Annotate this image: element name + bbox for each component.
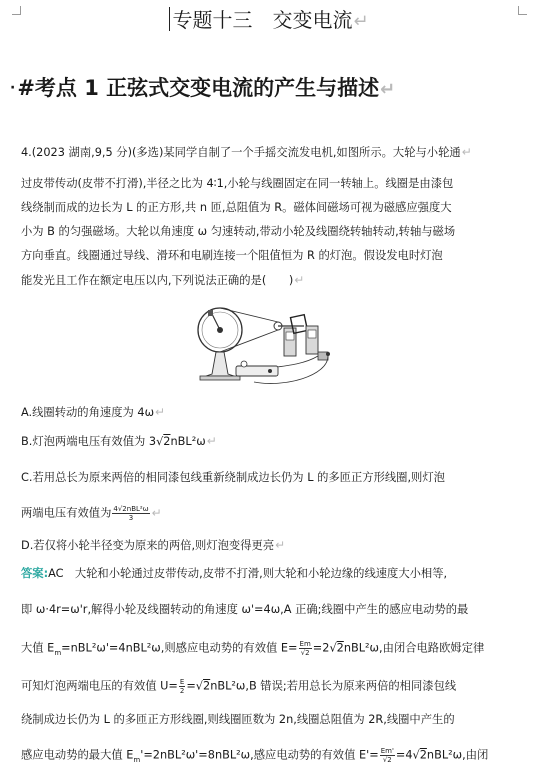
paragraph-mark-icon: ↵ [353, 11, 369, 32]
sqrt-symbol: √ [195, 679, 203, 693]
answer-line: 答案:AC 大轮和小轮通过皮带传动,皮带不打滑,则大轮和小轮边缘的线速度大小相等, [21, 567, 448, 580]
option-a: A.线圈转动的角速度为 4ω↵ [21, 405, 166, 419]
problem-line: 线绕制而成的边长为 L 的正方形,共 n 匝,总阻值为 R。磁体间磁场可视为磁感应强度大 [21, 201, 452, 214]
paragraph-mark-icon: ↵ [155, 405, 166, 419]
answer-line: 大值 $E_m=nBL^2\omega'=4nBL^2\omega$,则感应电动势的有效值 E= $\frac{Em}{√2}$ =2√2nBL²ω,由闭合电路欧姆定律 [21, 640, 485, 657]
problem-line: 小为 B 的匀强磁场。大轮以角速度 ω 匀速转动,带动小轮及线圈绕转轴转动,转轴与磁场 [21, 225, 456, 238]
problem-line: 过皮带传动(皮带不打滑),半径之比为 4∶1,小轮与线圈固定在同一转轴上。线圈是由漆包 [21, 177, 454, 190]
text-cursor [169, 7, 170, 31]
page-title: 专题十三 交变电流↵ [0, 4, 538, 33]
option-c-cont: 两端电压有效值为 $\frac{\text{4√2nBL²ω}}{3}$ ↵ [21, 505, 162, 522]
answer-label: 答案: [21, 567, 49, 580]
paragraph-mark-icon: ↵ [380, 79, 396, 100]
paragraph-mark-icon: ↵ [275, 538, 286, 552]
option-d: D.若仅将小轮半径变为原来的两倍,则灯泡变得更亮↵ [21, 538, 286, 552]
sqrt-symbol: √ [329, 641, 337, 655]
sqrt-symbol: √ [412, 748, 420, 762]
answer-line: 即 ω·4r=ω'r,解得小轮及线圈转动的角速度 ω'=4ω,A 正确;线圈中产生的感应电动势的最 [21, 603, 469, 616]
fraction: $\frac{E}{2}$ [179, 678, 185, 695]
answer-line: 感应电动势的最大值 $E_m'=2nBL^2\omega'=8nBL^2\omega$,感应电动势的有效值 E'= $\frac{Em'}{√2}$ =4√2nBL²ω,由闭 [21, 747, 489, 764]
answer-line: 可知灯泡两端电压的有效值 U= $\frac{E}{2}$ =√2nBL²ω,B 错误;若用总长为原来两倍的相同漆包线 [21, 678, 457, 695]
sqrt-symbol: √ [156, 435, 164, 448]
fraction: $\frac{\text{4√2nBL²ω}}{3}$ [113, 505, 149, 522]
generator-figure [188, 296, 338, 396]
bullet-dot-icon: · [10, 80, 16, 96]
problem-line: 方向垂直。线圈通过导线、滑环和电刷连接一个阻值恒为 R 的灯泡。假设发电时灯泡 [21, 249, 443, 262]
paragraph-mark-icon: ↵ [294, 273, 305, 287]
problem-line: 4.(2023 湖南,9,5 分)(多选)某同学自制了一个手摇交流发电机,如图所示。大轮与小轮通↵ [21, 145, 472, 159]
paragraph-mark-icon: ↵ [206, 434, 217, 448]
paragraph-mark-icon: ↵ [461, 145, 472, 159]
paragraph-mark-icon: ↵ [151, 505, 162, 520]
answer-line: 绕制成边长仍为 L 的多匝正方形线圈,则线圈匝数为 2n,线圈总阻值为 2R,线圈中产生的 [21, 713, 455, 726]
fraction: $\frac{Em'}{√2}$ [380, 747, 394, 764]
section-heading: ·#考点 1 正弦式交变电流的产生与描述↵ [10, 76, 396, 100]
problem-line: 能发光且工作在额定电压以内,下列说法正确的是( )↵ [21, 273, 305, 287]
fraction: $\frac{Em}{√2}$ [299, 640, 311, 657]
option-b: B.灯泡两端电压有效值为 3√2nBL²ω↵ [21, 434, 217, 448]
option-c: C.若用总长为原来两倍的相同漆包线重新绕制成边长仍为 L 的多匝正方形线圈,则灯泡 [21, 471, 445, 484]
